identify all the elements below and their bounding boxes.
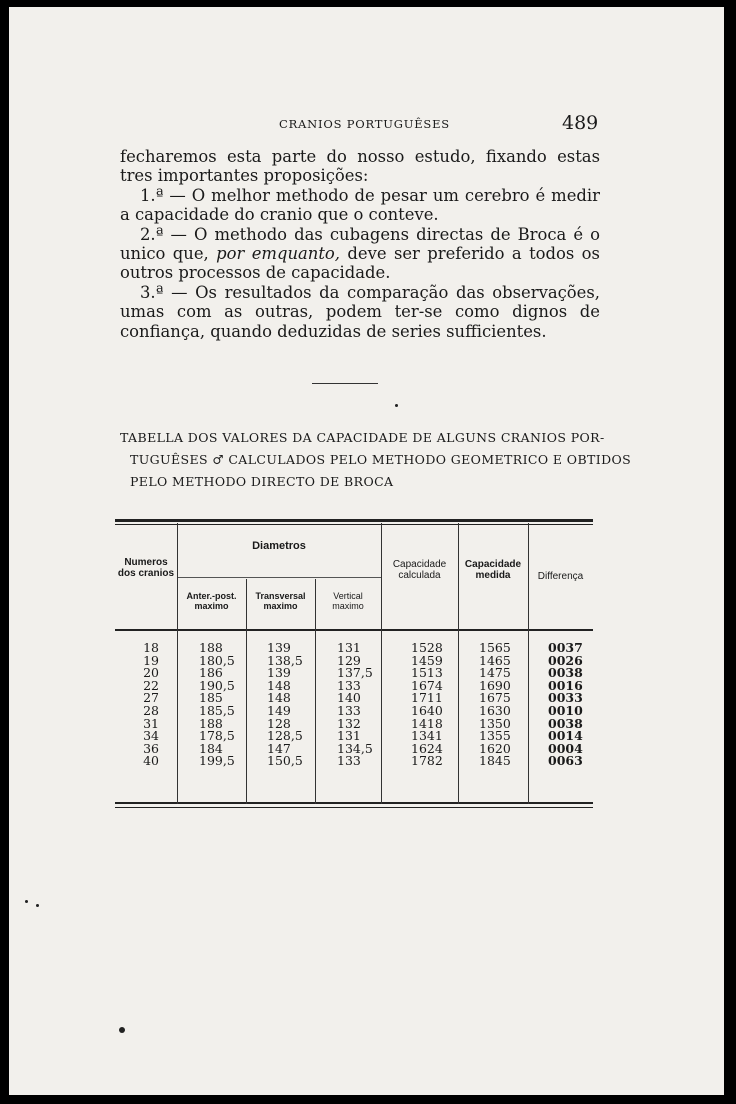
table-cell: 131 [337,728,361,744]
header-diferenca: Differença [537,571,584,582]
table-cell: 18 [143,640,159,655]
table-cell: 188 [199,715,223,731]
table-header-rule [115,629,593,631]
proposition-1: 1.ª — O melhor methodo de pesar um cerebro é medir a capacidade do cranio que o conteve. [120,185,600,225]
table-cell: 139 [267,665,291,681]
col-divider-1 [177,523,178,804]
running-title: CRANIOS PORTUGUÊSES [279,117,450,131]
ink-speck [36,904,39,907]
table-cell: 150,5 [267,753,303,769]
column-transversal [267,642,315,768]
table-cell: 27 [143,690,159,706]
header-transversal [246,591,315,611]
table-cell: 1513 [411,665,443,681]
table-cell: 20 [143,665,159,681]
table-cell: 147 [267,740,291,756]
table-cell: 139 [267,640,291,655]
table-top-rule-thin [115,524,593,525]
table-cell: 1674 [411,677,443,693]
header-vertical-line1: Vertical [333,591,363,601]
table-cell: 0016 [548,677,583,693]
table-cell: 0010 [548,702,583,718]
ink-speck [119,1027,125,1033]
book-page [9,7,724,1095]
table-cell: 1690 [479,677,511,693]
table-cell: 132 [337,715,361,731]
table-cell: 133 [337,677,361,693]
table-cell: 131 [337,640,361,655]
table-cell: 0063 [548,753,583,769]
table-cell: 134,5 [337,740,373,756]
table-cell: 19 [143,652,159,668]
column-anter-post [199,642,246,768]
proposition-2-end: deve ser preferido a todos os outros processos de capacidade. [120,244,600,283]
table-cell: 149 [267,702,291,718]
table-cell: 31 [143,715,159,731]
table-cell: 40 [143,753,159,769]
header-anter-post-line2: maximo [194,601,229,611]
proposition-2-italic: por emquanto, [216,244,341,264]
diametros-underline [177,577,381,578]
body-text [120,147,600,341]
table-cell: 188 [199,640,223,655]
header-numeros [115,557,177,579]
header-diametros: Diametros [252,540,306,552]
table-cell: 0004 [548,740,583,756]
intro-paragraph: fecharemos esta parte do nosso estudo, fixando estas tres importantes proposições: [120,147,600,186]
table-cell: 1459 [411,652,443,668]
table-cell: 0038 [548,715,583,731]
table-cell: 178,5 [199,728,235,744]
ink-speck [25,900,28,903]
column-diferenca [548,642,593,768]
proposition-2-start: 2.ª — O methodo das cubagens directas de Broca é o unico que, [120,224,600,264]
table-cell: 1620 [479,740,511,756]
table-cell: 199,5 [199,753,235,769]
table-bottom-rule-thin [115,807,593,808]
capacity-table [115,519,593,811]
table-cell: 1630 [479,702,511,718]
table-cell: 0033 [548,690,583,706]
table-cell: 22 [143,677,159,693]
table-cell: 137,5 [337,665,373,681]
column-calculada [411,642,458,768]
proposition-3: 3.ª — Os resultados da comparação das observações, umas com as outras, podem ter-se como dignos de confiança, quando deduzidas de series sufficientes. [120,282,600,341]
column-numeros [115,642,159,768]
header-transversal-line2: maximo [263,601,298,611]
table-cell: 140 [337,690,361,706]
table-cell: 1528 [411,640,443,655]
col-divider-2 [246,579,247,804]
table-cell: 184 [199,740,223,756]
table-cell: 1624 [411,740,443,756]
table-cell: 128,5 [267,728,303,744]
header-capacidade-calculada [381,559,458,581]
table-cell: 0037 [548,640,583,655]
caption-line-3: PELO METHODO DIRECTO DE BROCA [130,474,394,489]
table-cell: 185 [199,690,223,706]
running-head [9,112,724,142]
header-anter-post-line1: Anter.-post. [186,591,237,601]
table-cell: 185,5 [199,702,235,718]
table-cell: 36 [143,740,159,756]
table-cell: 186 [199,665,223,681]
table-cell: 190,5 [199,677,235,693]
table-cell: 1475 [479,665,511,681]
table-cell: 1565 [479,640,511,655]
table-cell: 1675 [479,690,511,706]
col-divider-3 [315,579,316,804]
caption-line-1: TABELLA DOS VALORES DA CAPACIDADE DE ALGUNS CRANIOS POR- [120,430,605,445]
section-divider [312,383,378,384]
table-top-rule [115,519,593,522]
table-cell: 148 [267,677,291,693]
table-cell: 0038 [548,665,583,681]
table-cell: 1465 [479,652,511,668]
header-anter-post [177,591,246,611]
header-cap-calc-line2: calculada [398,570,441,581]
table-cell: 133 [337,702,361,718]
table-cell: 1845 [479,753,511,769]
table-cell: 1355 [479,728,511,744]
table-bottom-rule [115,802,593,804]
header-transversal-line1: Transversal [255,591,306,601]
table-cell: 34 [143,728,159,744]
table-cell: 133 [337,753,361,769]
header-cap-med-line2: medida [475,570,511,581]
table-cell: 1711 [411,690,443,706]
table-cell: 1640 [411,702,443,718]
header-cap-calc-line1: Capacidade [392,559,447,570]
table-cell: 129 [337,652,361,668]
table-cell: 1418 [411,715,443,731]
col-divider-6 [528,523,529,804]
table-caption [120,427,632,493]
table-cell: 180,5 [199,652,235,668]
table-cell: 138,5 [267,652,303,668]
proposition-2 [120,225,600,283]
table-cell: 148 [267,690,291,706]
page-number: 489 [562,112,599,134]
table-cell: 128 [267,715,291,731]
header-vertical-line2: maximo [332,601,364,611]
header-numeros-line2: dos cranios [117,568,175,579]
table-cell: 1341 [411,728,443,744]
table-cell: 0026 [548,652,583,668]
header-cap-med-line1: Capacidade [464,559,522,570]
caption-line-2: TUGUÊSES ♂ CALCULADOS PELO METHODO GEOMETRICO E OBTIDOS [130,452,632,467]
ink-dot [395,404,398,407]
table-cell: 1782 [411,753,443,769]
table-cell: 0014 [548,728,583,744]
table-cell: 1350 [479,715,511,731]
column-vertical [337,642,381,768]
header-capacidade-medida [458,559,528,581]
header-vertical [315,591,381,611]
column-medida [479,642,528,768]
table-cell: 28 [143,702,159,718]
header-numeros-line1: Numeros [124,557,168,568]
